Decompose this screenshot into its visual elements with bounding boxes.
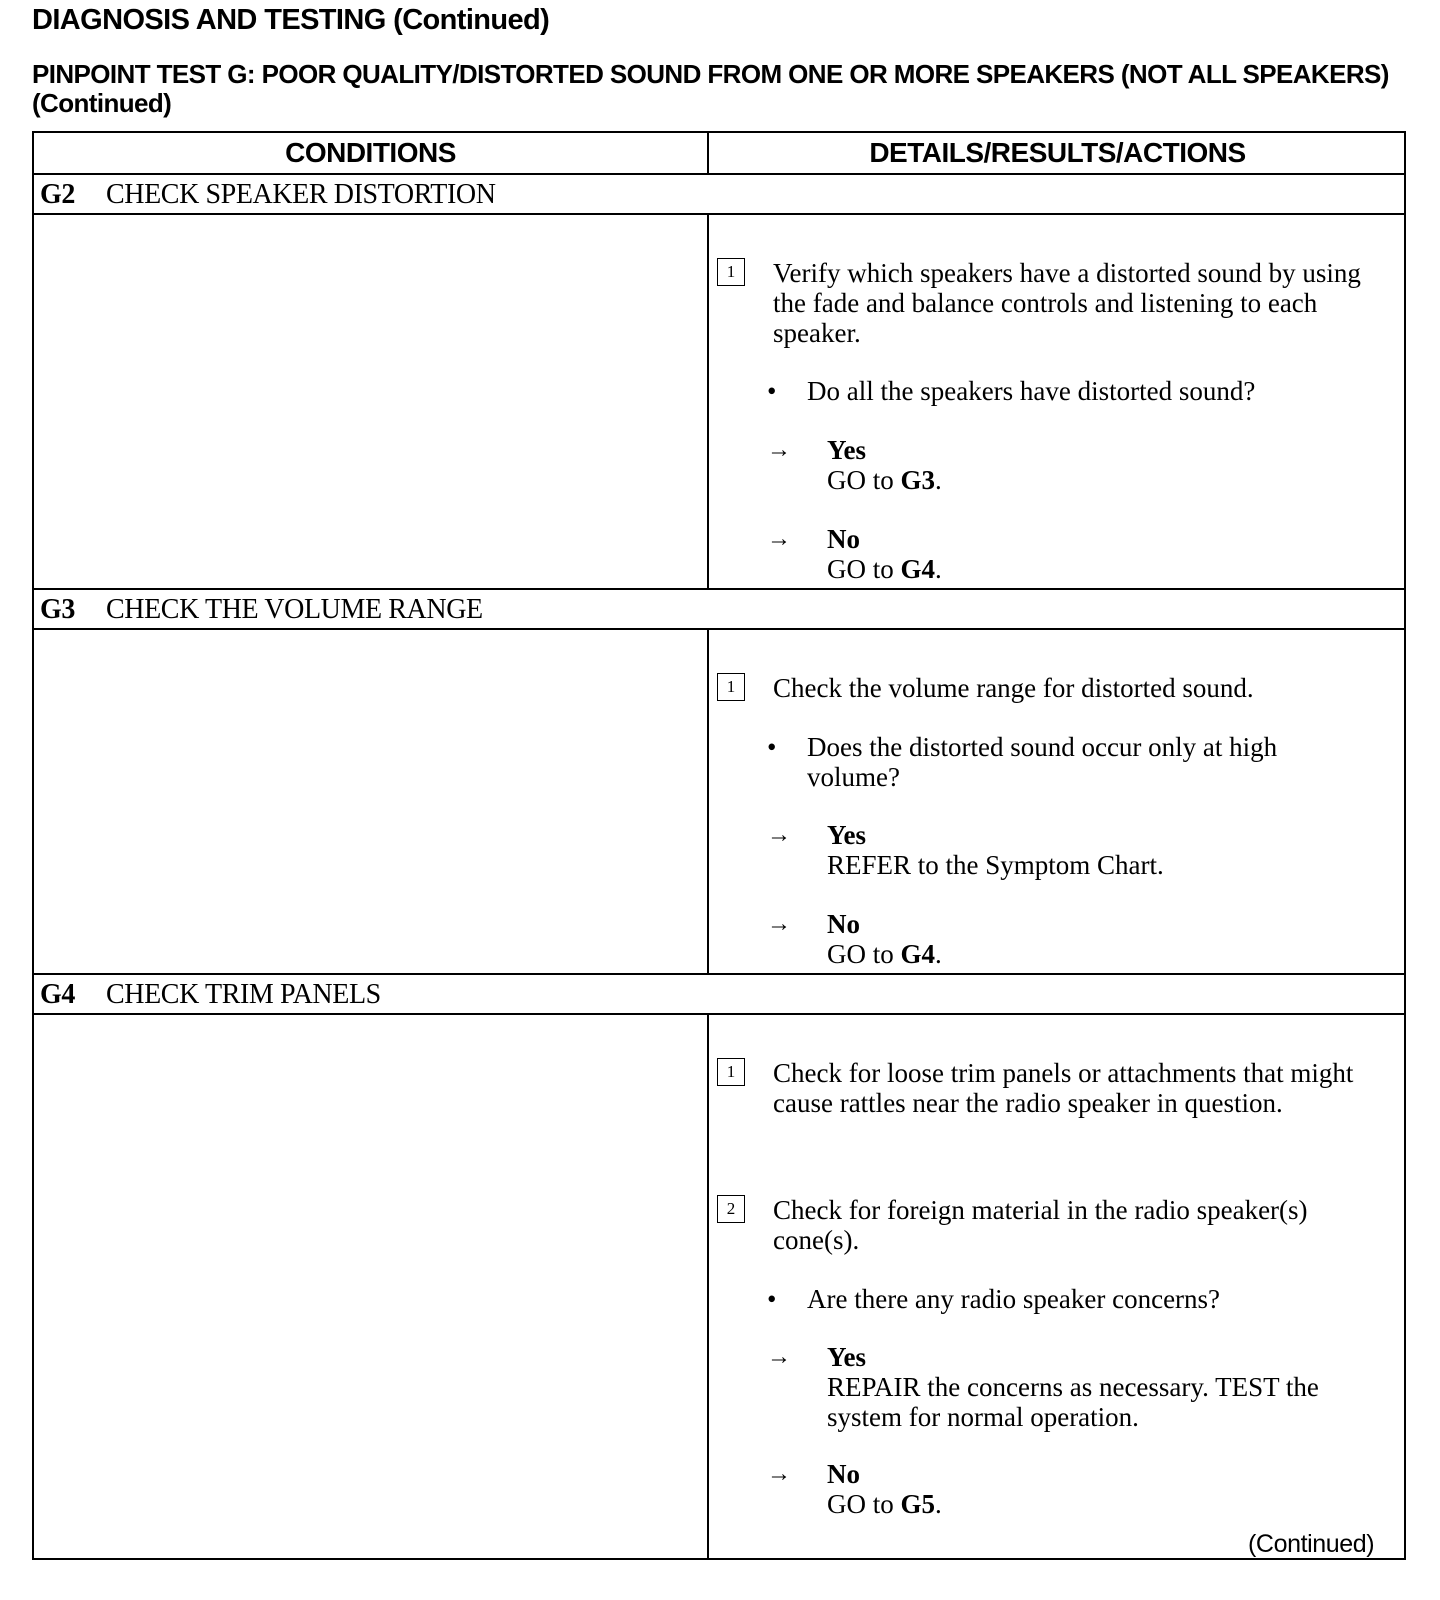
step-id: G4 (40, 979, 75, 1010)
step-header-g2 (40, 175, 496, 215)
question-text: Does the distorted sound occur only at high volume? (807, 732, 1278, 792)
right-arrow-icon: → (767, 1344, 791, 1370)
column-header-conditions: CONDITIONS (285, 137, 456, 168)
bullet-icon: • (767, 1284, 777, 1314)
pinpoint-test-title: PINPOINT TEST G: POOR QUALITY/DISTORTED SOUND FROM ONE OR MORE SPEAKERS (NOT ALL SPEAKERS) (Continued) (32, 59, 1389, 118)
action-text: Check for loose trim panels or attachments that might cause rattles near the radio speaker in question. (773, 1058, 1354, 1118)
answer-no (767, 909, 942, 969)
action-text: Verify which speakers have a distorted sound by using the fade and balance controls and listening to each speaker. (773, 258, 1361, 348)
column-divider (707, 628, 709, 973)
action-item (717, 258, 1373, 348)
answer-no (767, 1459, 942, 1519)
bullet-icon: • (767, 376, 777, 406)
question-text: Are there any radio speaker concerns? (807, 1284, 1221, 1314)
row-divider (34, 628, 1404, 630)
step-number-box: 1 (717, 673, 745, 701)
step-title: CHECK THE VOLUME RANGE (106, 594, 483, 625)
page-title: DIAGNOSIS AND TESTING (Continued) (32, 4, 550, 36)
question-item (767, 732, 1327, 792)
bullet-icon: • (767, 732, 777, 762)
step-number-box: 2 (717, 1195, 745, 1223)
column-divider (707, 1013, 709, 1560)
pinpoint-test-table (32, 131, 1406, 1560)
step-title: CHECK TRIM PANELS (106, 979, 381, 1010)
column-header-details: DETAILS/RESULTS/ACTIONS (869, 137, 1246, 168)
column-divider (707, 213, 709, 588)
step-header-g4 (40, 975, 381, 1015)
answer-label: No (827, 1459, 860, 1489)
row-divider (34, 213, 1404, 215)
row-divider (34, 1013, 1404, 1015)
answer-action: GO to G4. (827, 939, 942, 969)
step-title: CHECK SPEAKER DISTORTION (106, 179, 496, 210)
answer-label: Yes (827, 435, 866, 465)
action-item (717, 1195, 1373, 1255)
answer-label: Yes (827, 820, 866, 850)
action-item (717, 1058, 1373, 1118)
answer-no (767, 524, 942, 584)
step-number-box: 1 (717, 258, 745, 286)
action-text: Check for foreign material in the radio speaker(s) cone(s). (773, 1195, 1308, 1255)
answer-action: REPAIR the concerns as necessary. TEST the system for normal operation. (827, 1372, 1319, 1432)
answer-yes (767, 820, 1164, 880)
column-divider (707, 133, 709, 173)
answer-action: GO to G3. (827, 465, 942, 495)
step-header-g3 (40, 590, 483, 630)
answer-label: No (827, 909, 860, 939)
right-arrow-icon: → (767, 911, 791, 937)
right-arrow-icon: → (767, 437, 791, 463)
right-arrow-icon: → (767, 822, 791, 848)
right-arrow-icon: → (767, 526, 791, 552)
step-id: G3 (40, 594, 75, 625)
answer-action: GO to G4. (827, 554, 942, 584)
action-item (717, 673, 1373, 703)
step-id: G2 (40, 179, 75, 210)
answer-label: No (827, 524, 860, 554)
question-item (767, 1284, 1327, 1314)
answer-yes (767, 1342, 1387, 1432)
action-text: Check the volume range for distorted sound. (773, 673, 1254, 703)
question-item (767, 376, 1327, 406)
answer-action: GO to G5. (827, 1489, 942, 1519)
right-arrow-icon: → (767, 1461, 791, 1487)
question-text: Do all the speakers have distorted sound? (807, 376, 1256, 406)
answer-action: REFER to the Symptom Chart. (827, 850, 1164, 880)
step-number-box: 1 (717, 1058, 745, 1086)
answer-yes (767, 435, 942, 495)
answer-label: Yes (827, 1342, 866, 1372)
continued-note: (Continued) (1248, 1530, 1375, 1558)
